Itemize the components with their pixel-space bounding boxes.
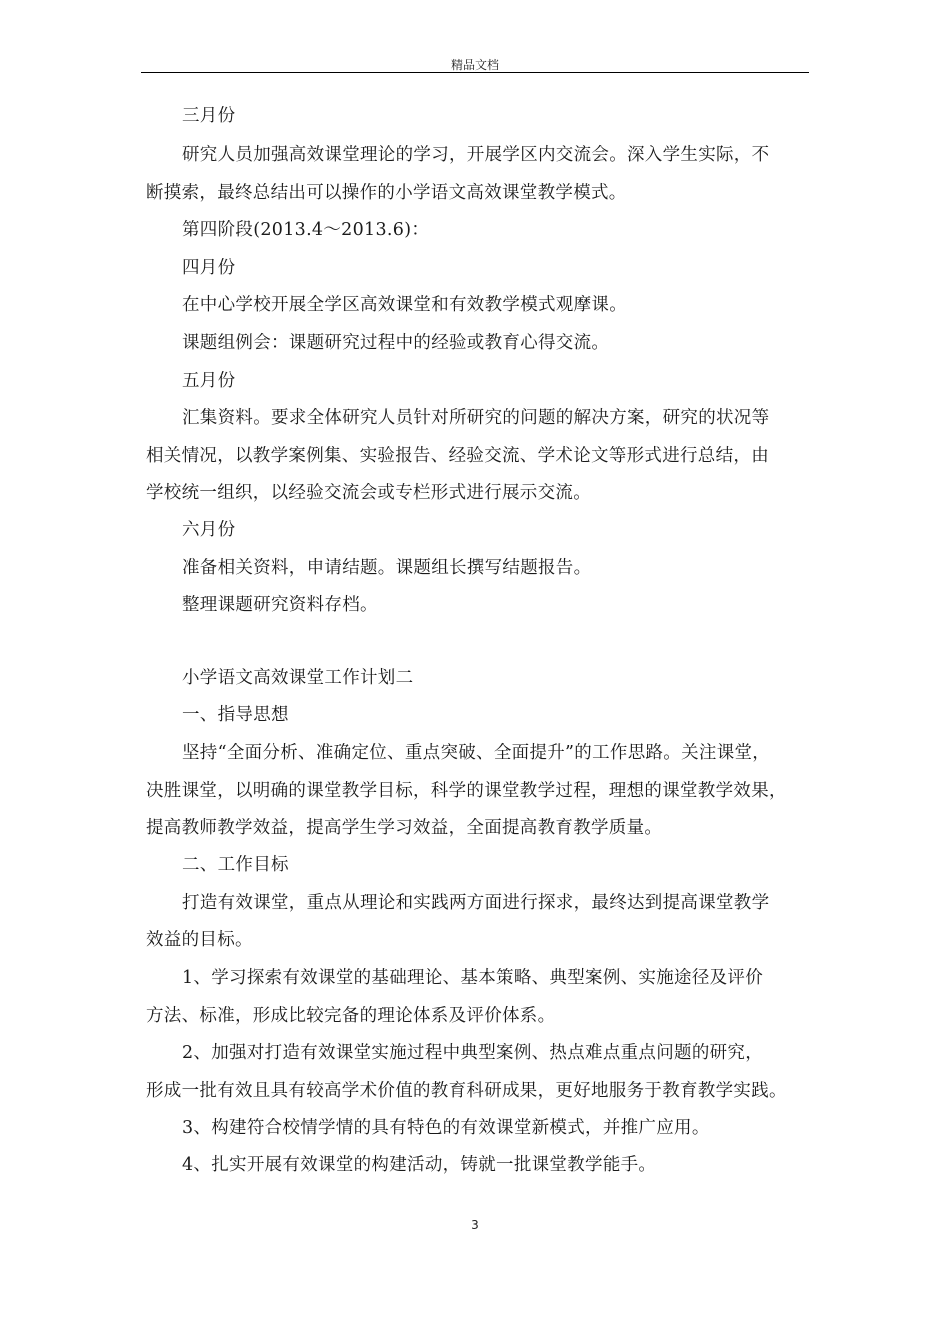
- paragraph-line: 决胜课堂，以明确的课堂教学目标，科学的课堂教学过程，理想的课堂教学效果，: [146, 781, 787, 801]
- list-item-line: 3、构建符合校情学情的具有特色的有效课堂新模式，并推广应用。: [182, 1118, 710, 1138]
- header-divider: [141, 72, 809, 73]
- paragraph-line: 打造有效课堂，重点从理论和实践两方面进行探求，最终达到提高课堂教学: [182, 893, 770, 913]
- list-item-line: 4、扎实开展有效课堂的构建活动，铸就一批课堂教学能手。: [182, 1155, 657, 1175]
- section-title: 小学语文高效课堂工作计划二: [182, 668, 414, 688]
- paragraph-line: 坚持“全面分析、准确定位、重点突破、全面提升”的工作思路。关注课堂，: [182, 743, 771, 763]
- list-item-line: 方法、标准，形成比较完备的理论体系及评价体系。: [146, 1006, 556, 1026]
- paragraph-line: 准备相关资料，申请结题。课题组长撰写结题报告。: [182, 558, 592, 578]
- list-item-line: 形成一批有效且具有较高学术价值的教育科研成果，更好地服务于教育教学实践。: [146, 1081, 787, 1101]
- paragraph-line: 提高教师教学效益，提高学生学习效益，全面提高教育教学质量。: [146, 818, 663, 838]
- paragraph-line: 汇集资料。要求全体研究人员针对所研究的问题的解决方案，研究的状况等: [182, 408, 770, 428]
- paragraph-line: 相关情况，以教学案例集、实验报告、经验交流、学术论文等形式进行总结，由: [146, 446, 769, 466]
- month-heading: 五月份: [182, 371, 236, 391]
- section-heading: 一、指导思想: [182, 705, 289, 725]
- section-heading: 二、工作目标: [182, 855, 289, 875]
- month-heading: 三月份: [182, 106, 236, 126]
- list-item-line: 1、学习探索有效课堂的基础理论、基本策略、典型案例、实施途径及评价: [182, 968, 764, 988]
- stage-heading: 第四阶段(2013.4～2013.6)：: [182, 220, 430, 240]
- month-heading: 四月份: [182, 258, 236, 278]
- month-heading: 六月份: [182, 520, 236, 540]
- paragraph-line: 课题组例会：课题研究过程中的经验或教育心得交流。: [182, 333, 610, 353]
- paragraph-line: 在中心学校开展全学区高效课堂和有效教学模式观摩课。: [182, 295, 627, 315]
- page-number: 3: [471, 1218, 479, 1232]
- paragraph-line: 研究人员加强高效课堂理论的学习，开展学区内交流会。深入学生实际，不: [182, 145, 770, 165]
- list-item-line: 2、加强对打造有效课堂实施过程中典型案例、热点难点重点问题的研究，: [182, 1043, 764, 1063]
- page-header-title: 精品文档: [450, 58, 499, 72]
- paragraph-line: 整理课题研究资料存档。: [182, 595, 378, 615]
- paragraph-line: 断摸索，最终总结出可以操作的小学语文高效课堂教学模式。: [146, 183, 627, 203]
- paragraph-line: 效益的目标。: [146, 930, 253, 950]
- paragraph-line: 学校统一组织，以经验交流会或专栏形式进行展示交流。: [146, 483, 591, 503]
